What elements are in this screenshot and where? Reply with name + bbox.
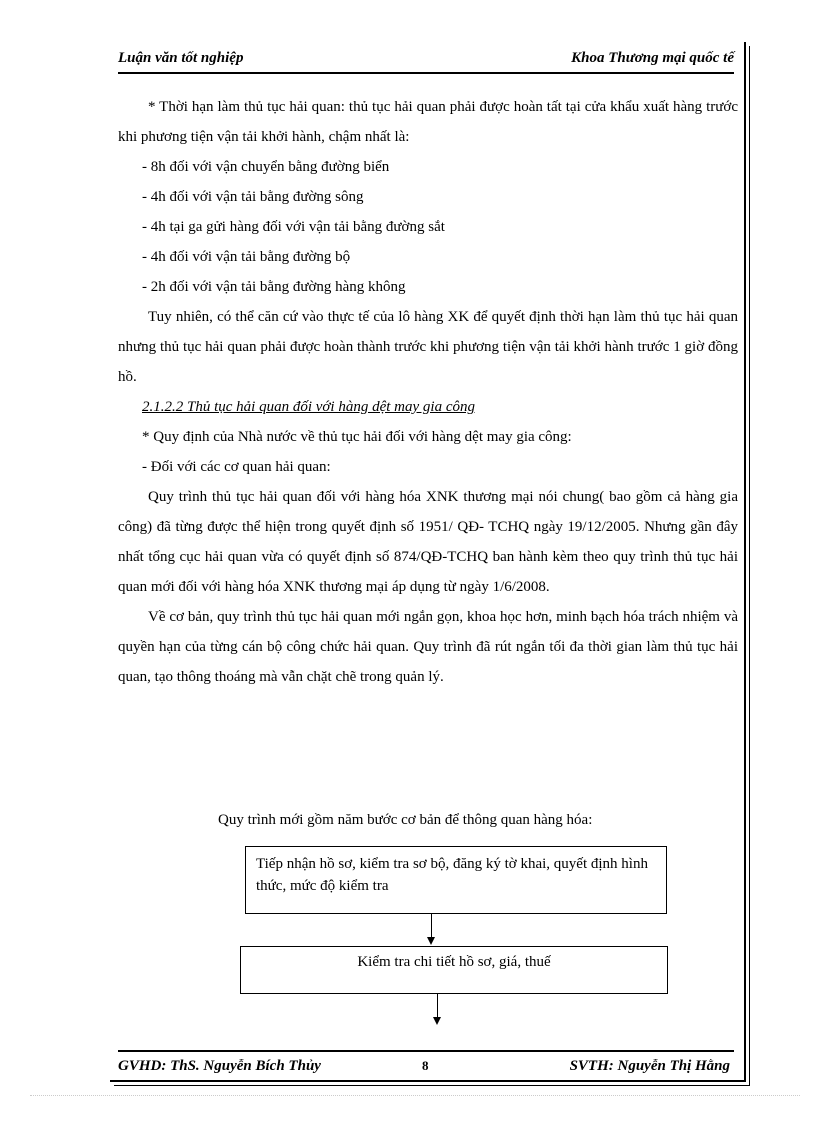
flowchart-arrow-2 [437,994,438,1018]
paragraph-regulation: * Quy định của Nhà nước về thủ tục hải đối với hàng dệt may gia công: [142,429,572,445]
list-item: - 2h đối với vận tải bằng đường hàng không [142,279,406,295]
flowchart-arrow-1 [431,914,432,938]
list-item: - 4h đối với vận tải bằng đường sông [142,189,364,205]
flowchart-step-2: Kiểm tra chi tiết hồ sơ, giá, thuế [240,946,668,994]
page-bottom-divider [30,1095,800,1097]
list-item: - 4h tại ga gửi hàng đối với vận tải bằng đường sắt [142,219,445,235]
header-thesis-title: Luận văn tốt nghiệp [118,50,244,66]
flowchart-arrowhead-2 [433,1017,441,1025]
footer-student: SVTH: Nguyễn Thị Hằng [569,1058,730,1074]
document-body [118,92,738,692]
paragraph-procedure: Quy trình thủ tục hải quan đối với hàng hóa XNK thương mại nói chung( bao gồm cả hàng gia công) đã từng được thể hiện trong quyết định số 1951/ QĐ- TCHQ ngày 19/12/2005. Nhưng gần đây nhất tổng cục hải quan vừa có quyết định số 874/QĐ-TCHQ ban hành kèm theo quy trình thủ tục hải quan mới đối với hàng hóa XNK thương mại áp dụng từ ngày 1/6/2008. [118,489,738,595]
paragraph-basics: Về cơ bản, quy trình thủ tục hải quan mới ngắn gọn, khoa học hơn, minh bạch hóa trách nhiệm và quyền hạn của từng cán bộ công chức hải quan. Quy trình đã rút ngắn tối đa thời gian làm thủ tục hải quan, tạo thông thoáng mà vẫn chặt chẽ trong quản lý. [118,609,738,685]
flowchart-step-1: Tiếp nhận hồ sơ, kiểm tra sơ bộ, đăng ký tờ khai, quyết định hình thức, mức độ kiểm tra [245,846,667,914]
paragraph-however: Tuy nhiên, có thể căn cứ vào thực tế của lô hàng XK để quyết định thời hạn làm thủ tục hải quan nhưng thủ tục hải quan phải được hoàn thành trước khi phương tiện vận tải khởi hành trước 1 giờ đồng hồ. [118,309,738,385]
page-number: 8 [422,1058,429,1073]
flowchart-arrowhead-1 [427,937,435,945]
list-item: - 8h đối với vận chuyển bằng đường biển [142,159,390,175]
section-heading: 2.1.2.2 Thủ tục hải quan đối với hàng dệt may gia công [142,399,475,415]
footer-supervisor: GVHD: ThS. Nguyễn Bích Thủy [118,1058,321,1074]
flowchart-title: Quy trình mới gồm năm bước cơ bản để thông quan hàng hóa: [218,812,593,828]
header-faculty: Khoa Thương mại quốc tế [571,50,734,66]
list-item: - 4h đối với vận tải bằng đường bộ [142,249,351,265]
paragraph-customs-agencies: - Đối với các cơ quan hải quan: [142,459,331,475]
paragraph-customs-time: * Thời hạn làm thủ tục hải quan: thủ tục hải quan phải được hoàn tất tại cửa khẩu xuất hàng trước khi phương tiện vận tải khởi hành, chậm nhất là: [118,99,738,145]
page-footer [118,1050,734,1078]
page-header [118,48,734,74]
